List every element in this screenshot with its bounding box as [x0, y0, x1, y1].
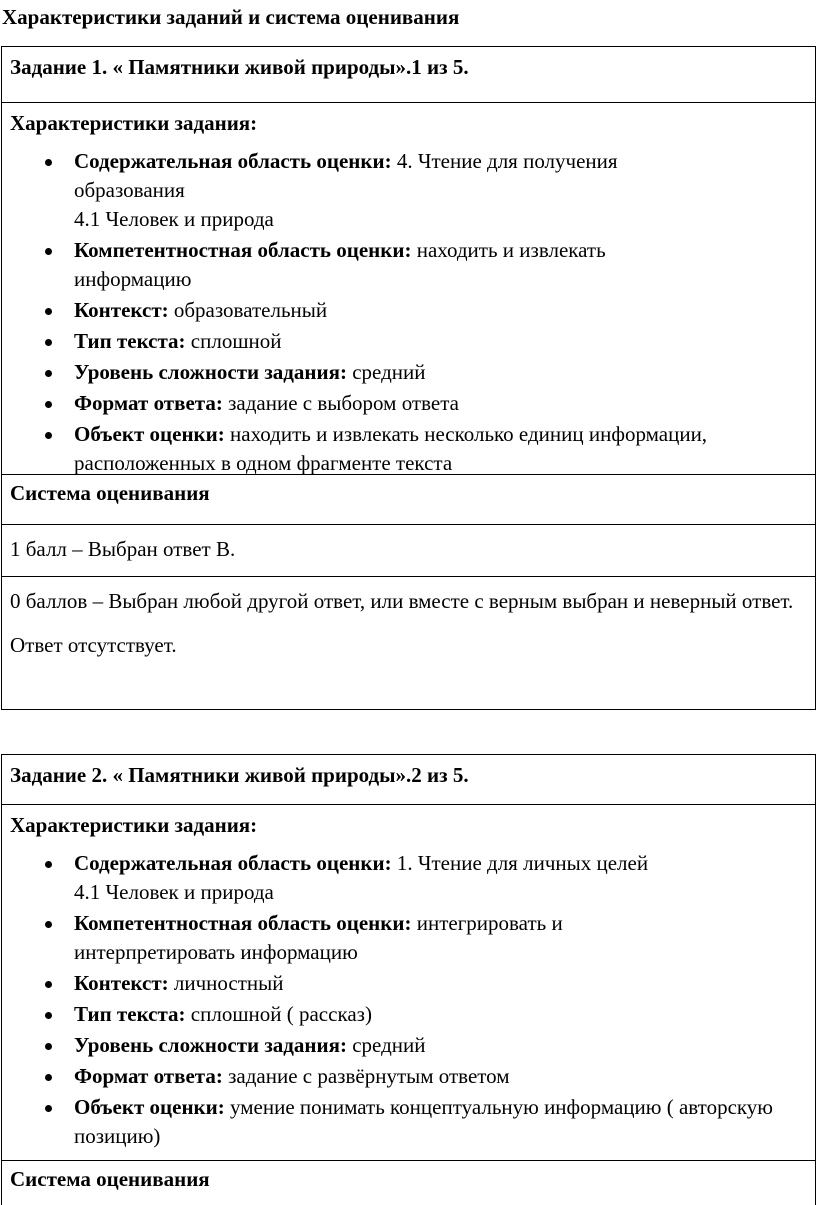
list-item	[74, 849, 815, 907]
score-0-note: Ответ отсутствует.	[10, 633, 177, 657]
list-item	[74, 420, 815, 478]
task-1-score-1-row	[2, 525, 815, 577]
item-label: Тип текста:	[74, 1002, 186, 1026]
page-heading: Характеристики заданий и система оценивания	[2, 5, 460, 29]
bullet-icon	[45, 921, 52, 928]
item-value: сплошной ( рассказ)	[185, 1002, 372, 1026]
task-2-characteristics-row	[2, 805, 815, 1161]
task-1-characteristics-heading: Характеристики задания:	[10, 111, 258, 135]
item-label: Формат ответа:	[74, 1064, 223, 1088]
task-1-characteristics-list	[2, 147, 815, 478]
list-item	[74, 147, 815, 234]
bullet-icon	[45, 401, 52, 408]
list-item	[74, 327, 815, 356]
item-value: умение понимать концептуальную информацию ( авторскую позицию)	[74, 1095, 773, 1148]
item-value: средний	[346, 360, 426, 384]
item-label: Тип текста:	[74, 329, 186, 353]
item-label: Формат ответа:	[74, 391, 223, 415]
list-item	[74, 389, 815, 418]
list-item	[74, 1031, 815, 1060]
item-label: Уровень сложности задания:	[74, 1033, 347, 1057]
task-1-score-0	[2, 577, 815, 663]
item-value: 1. Чтение для личных целей	[391, 851, 649, 875]
task-2-title-row	[2, 755, 815, 805]
item-label: Содержательная область оценки:	[74, 851, 392, 875]
item-label: Компетентностная область оценки:	[74, 911, 412, 935]
task-1-table	[1, 46, 816, 710]
bullet-icon	[45, 981, 52, 988]
list-item	[74, 358, 815, 387]
task-2-characteristics-heading: Характеристики задания:	[10, 813, 258, 837]
task-2-title: Задание 2. « Памятники живой природы».2 из 5.	[10, 763, 469, 787]
list-item	[74, 236, 815, 294]
list-item	[74, 296, 815, 325]
list-item	[74, 1062, 815, 1091]
list-item	[74, 1093, 815, 1151]
bullet-icon	[45, 861, 52, 868]
item-value: 4. Чтение для получения образования	[74, 149, 618, 202]
score-0-text: 0 баллов – Выбран любой другой ответ, или вместе с верным выбран и неверный ответ.	[10, 589, 794, 613]
item-value: образовательный	[168, 298, 328, 322]
item-label: Компетентностная область оценки:	[74, 238, 412, 262]
task-1-score-0-row	[2, 577, 815, 709]
task-2-scoring-heading-row	[2, 1161, 815, 1205]
score-1-text: 1 балл – Выбран ответ В.	[10, 537, 236, 561]
item-value: находить и извлекать несколько единиц информации, расположенных в одном фрагменте текста	[74, 422, 708, 475]
item-label: Содержательная область оценки:	[74, 149, 392, 173]
task-1-score-1	[2, 525, 815, 567]
task-1-characteristics-row	[2, 103, 815, 475]
item-label: Уровень сложности задания:	[74, 360, 347, 384]
item-value: задание с развёрнутым ответом	[222, 1064, 510, 1088]
task-1-scoring-heading-row	[2, 475, 815, 525]
list-item	[74, 969, 815, 998]
task-2-table	[1, 754, 816, 1205]
item-value: находить и извлекать информацию	[74, 238, 606, 291]
bullet-icon	[45, 159, 52, 166]
task-1-title-row	[2, 47, 815, 103]
item-value: задание с выбором ответа	[222, 391, 459, 415]
item-value: сплошной	[185, 329, 282, 353]
list-item	[74, 909, 815, 967]
item-label: Контекст:	[74, 971, 169, 995]
item-label: Объект оценки:	[74, 422, 225, 446]
item-value: интегрировать и интерпретировать информацию	[74, 911, 563, 964]
bullet-icon	[45, 1043, 52, 1050]
bullet-icon	[45, 308, 52, 315]
item-extra: 4.1 Человек и природа	[74, 207, 274, 231]
bullet-icon	[45, 339, 52, 346]
bullet-icon	[45, 1074, 52, 1081]
item-value: личностный	[168, 971, 284, 995]
bullet-icon	[45, 1012, 52, 1019]
list-item	[74, 1000, 815, 1029]
bullet-icon	[45, 370, 52, 377]
bullet-icon	[45, 1105, 52, 1112]
task-2-characteristics-list	[2, 849, 815, 1151]
task-1-scoring-heading: Система оценивания	[10, 481, 210, 505]
item-label: Объект оценки:	[74, 1095, 225, 1119]
task-2-scoring-heading: Система оценивания	[10, 1167, 210, 1191]
task-1-title: Задание 1. « Памятники живой природы».1 из 5.	[10, 55, 469, 79]
item-label: Контекст:	[74, 298, 169, 322]
item-value: средний	[346, 1033, 426, 1057]
item-extra: 4.1 Человек и природа	[74, 880, 274, 904]
bullet-icon	[45, 432, 52, 439]
bullet-icon	[45, 248, 52, 255]
